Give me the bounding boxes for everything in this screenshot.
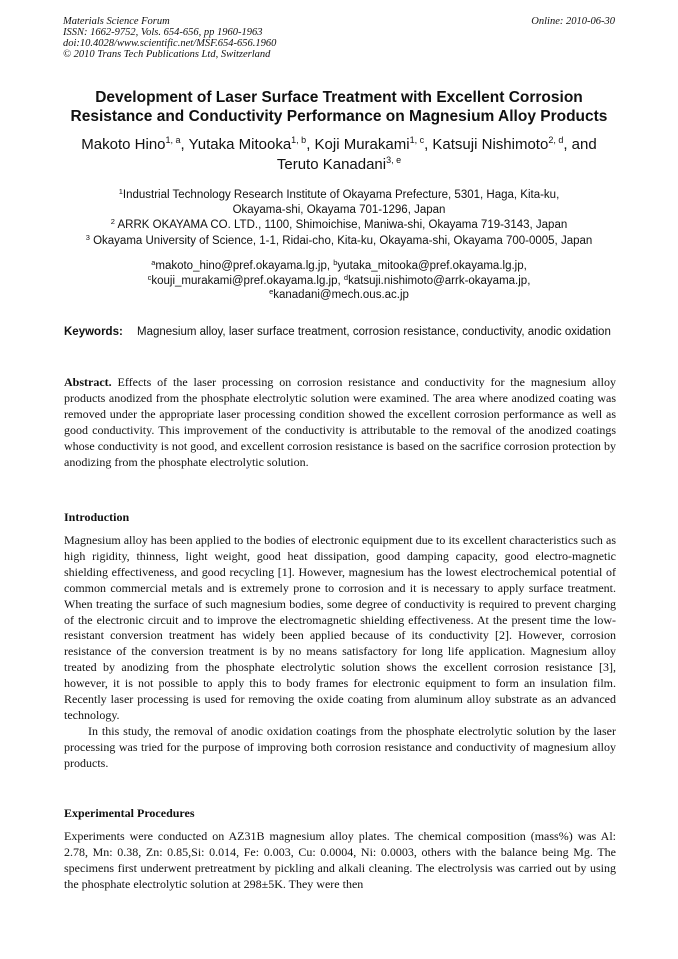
author-list <box>40 135 638 175</box>
paragraph: Experiments were conducted on AZ31B magnesium alloy plates. The chemical composition (mass%) was Al: 2.78, Mn: 0.38, Zn: 0.85,Si: 0.014, Fe: 0.003, Cu: 0.0004, Ni: 0.0003, others with the balance being Mg. The specimens first underwent pretreatment by pickling and alkali cleaning. The electrolysis was carried out by using the phosphate electrolytic solution at 298±5K. They were then <box>64 829 616 891</box>
keywords-text: Magnesium alloy, laser surface treatment, corrosion resistance, conductivity, anodic oxidation <box>137 326 611 338</box>
copyright-line: © 2010 Trans Tech Publications Ltd, Switzerland <box>63 49 271 60</box>
affiliation-line: $^3$ Okayama University of Science, 1-1, Ridai-cho, Kita-ku, Okayama-shi, Okayama 700-0005, Japan <box>85 232 593 247</box>
affiliation-line: Okayama-shi, Okayama 701-1296, Japan <box>232 204 446 217</box>
abstract-text: Effects of the laser processing on corrosion resistance and conductivity for the magnesium alloy products anodized from the phosphate electrolytic solution were examined. The area where anodized coating was removed under the appropriate laser processing condition showed the excellent corrosion performance as well as good conductivity. This improvement of the conductivity is attributable to the removal of the anodized coatings whose conductivity is not good, and excellent corrosion resistance is based on the sacrifice corrosion protection by anodizing from the phosphate electrolytic solution. <box>64 375 616 469</box>
author: Teruto Kanadani$^{3, e}$ <box>276 155 402 173</box>
keywords <box>64 325 616 340</box>
author: Yutaka Mitooka$^{1, b}$, <box>188 135 315 153</box>
issn-line: ISSN: 1662-9752, Vols. 654-656, pp 1960-1963 <box>63 27 263 38</box>
email: $^c$kouji_murakami@pref.okayama.lg.jp, <box>147 272 344 287</box>
journal-name: Materials Science Forum <box>63 16 170 27</box>
affiliation-line: $^2$ ARRK OKAYAMA CO. LTD., 1100, Shimoichise, Maniwa-shi, Okayama 719-3143, Japan <box>110 217 568 232</box>
abstract-label: Abstract. <box>64 375 112 389</box>
experimental-body <box>64 829 616 893</box>
title-line: Resistance and Conductivity Performance on Magnesium Alloy Products <box>70 108 608 125</box>
email: $^e$kanadani@mech.ous.ac.jp <box>269 287 409 301</box>
section-heading-introduction: Introduction <box>64 510 130 524</box>
email: $^d$katsuji.nishimoto@arrk-okayama.jp, <box>343 272 531 287</box>
abstract <box>64 375 616 470</box>
introduction-body <box>64 533 616 772</box>
email-list <box>40 259 638 303</box>
doi-line: doi:10.4028/www.scientific.net/MSF.654-656.1960 <box>63 38 277 49</box>
paper-title <box>40 88 638 126</box>
keywords-label: Keywords: <box>64 326 123 338</box>
author: Koji Murakami$^{1, c}$, <box>314 135 433 153</box>
journal-header <box>63 16 615 60</box>
email: $^a$makoto_hino@pref.okayama.lg.jp, <box>151 258 334 272</box>
email: $^b$yutaka_mitooka@pref.okayama.lg.jp, <box>333 258 527 272</box>
author: Katsuji Nishimoto$^{2, d}$, and <box>432 135 597 153</box>
paragraph: Magnesium alloy has been applied to the bodies of electronic equipment due to its excellent characteristics such as high rigidity, thinness, light weight, good heat dissipation, good damping capacity, good electro-magnetic shielding effectiveness, and good recycling [1]. However, magnesium has the lowest electrochemical potential of common commercial metals and is extremely prone to corrosion and it is necessary to apply surface treatment. When treating the surface of such magnesium bodies, some degree of conductivity is required to prevent charging of the electronic circuit and to improve the electromagnetic shielding effectiveness. At the present time the low-resistant conversion treatment has widely been applied because of its conductivity [2]. However, corrosion resistance of the conversion treatment is by no means satisfactory for long life application. Magnesium alloy treated by anodizing from the phosphate electrolytic solution shows the excellent corrosion resistance [3], however, it is not possible to apply this to body frames for electronic equipment to form an insulation film. Recently laser processing is used for removing the oxide coating from aluminum alloy substrate as an advanced technology. <box>64 533 616 722</box>
title-line: Development of Laser Surface Treatment with Excellent Corrosion <box>95 89 583 106</box>
affiliations <box>40 188 638 249</box>
online-date: Online: 2010-06-30 <box>531 16 615 27</box>
affiliation-line: $^1$Industrial Technology Research Institute of Okayama Prefecture, 5301, Haga, Kita-ku, <box>118 187 560 201</box>
author: Makoto Hino$^{1, a}$, <box>81 135 189 153</box>
paragraph: In this study, the removal of anodic oxidation coatings from the phosphate electrolytic solution by the laser processing was tried for the purpose of improving both corrosion resistance and conductivity of magnesium alloy products. <box>64 723 616 770</box>
section-heading-experimental: Experimental Procedures <box>64 806 195 820</box>
